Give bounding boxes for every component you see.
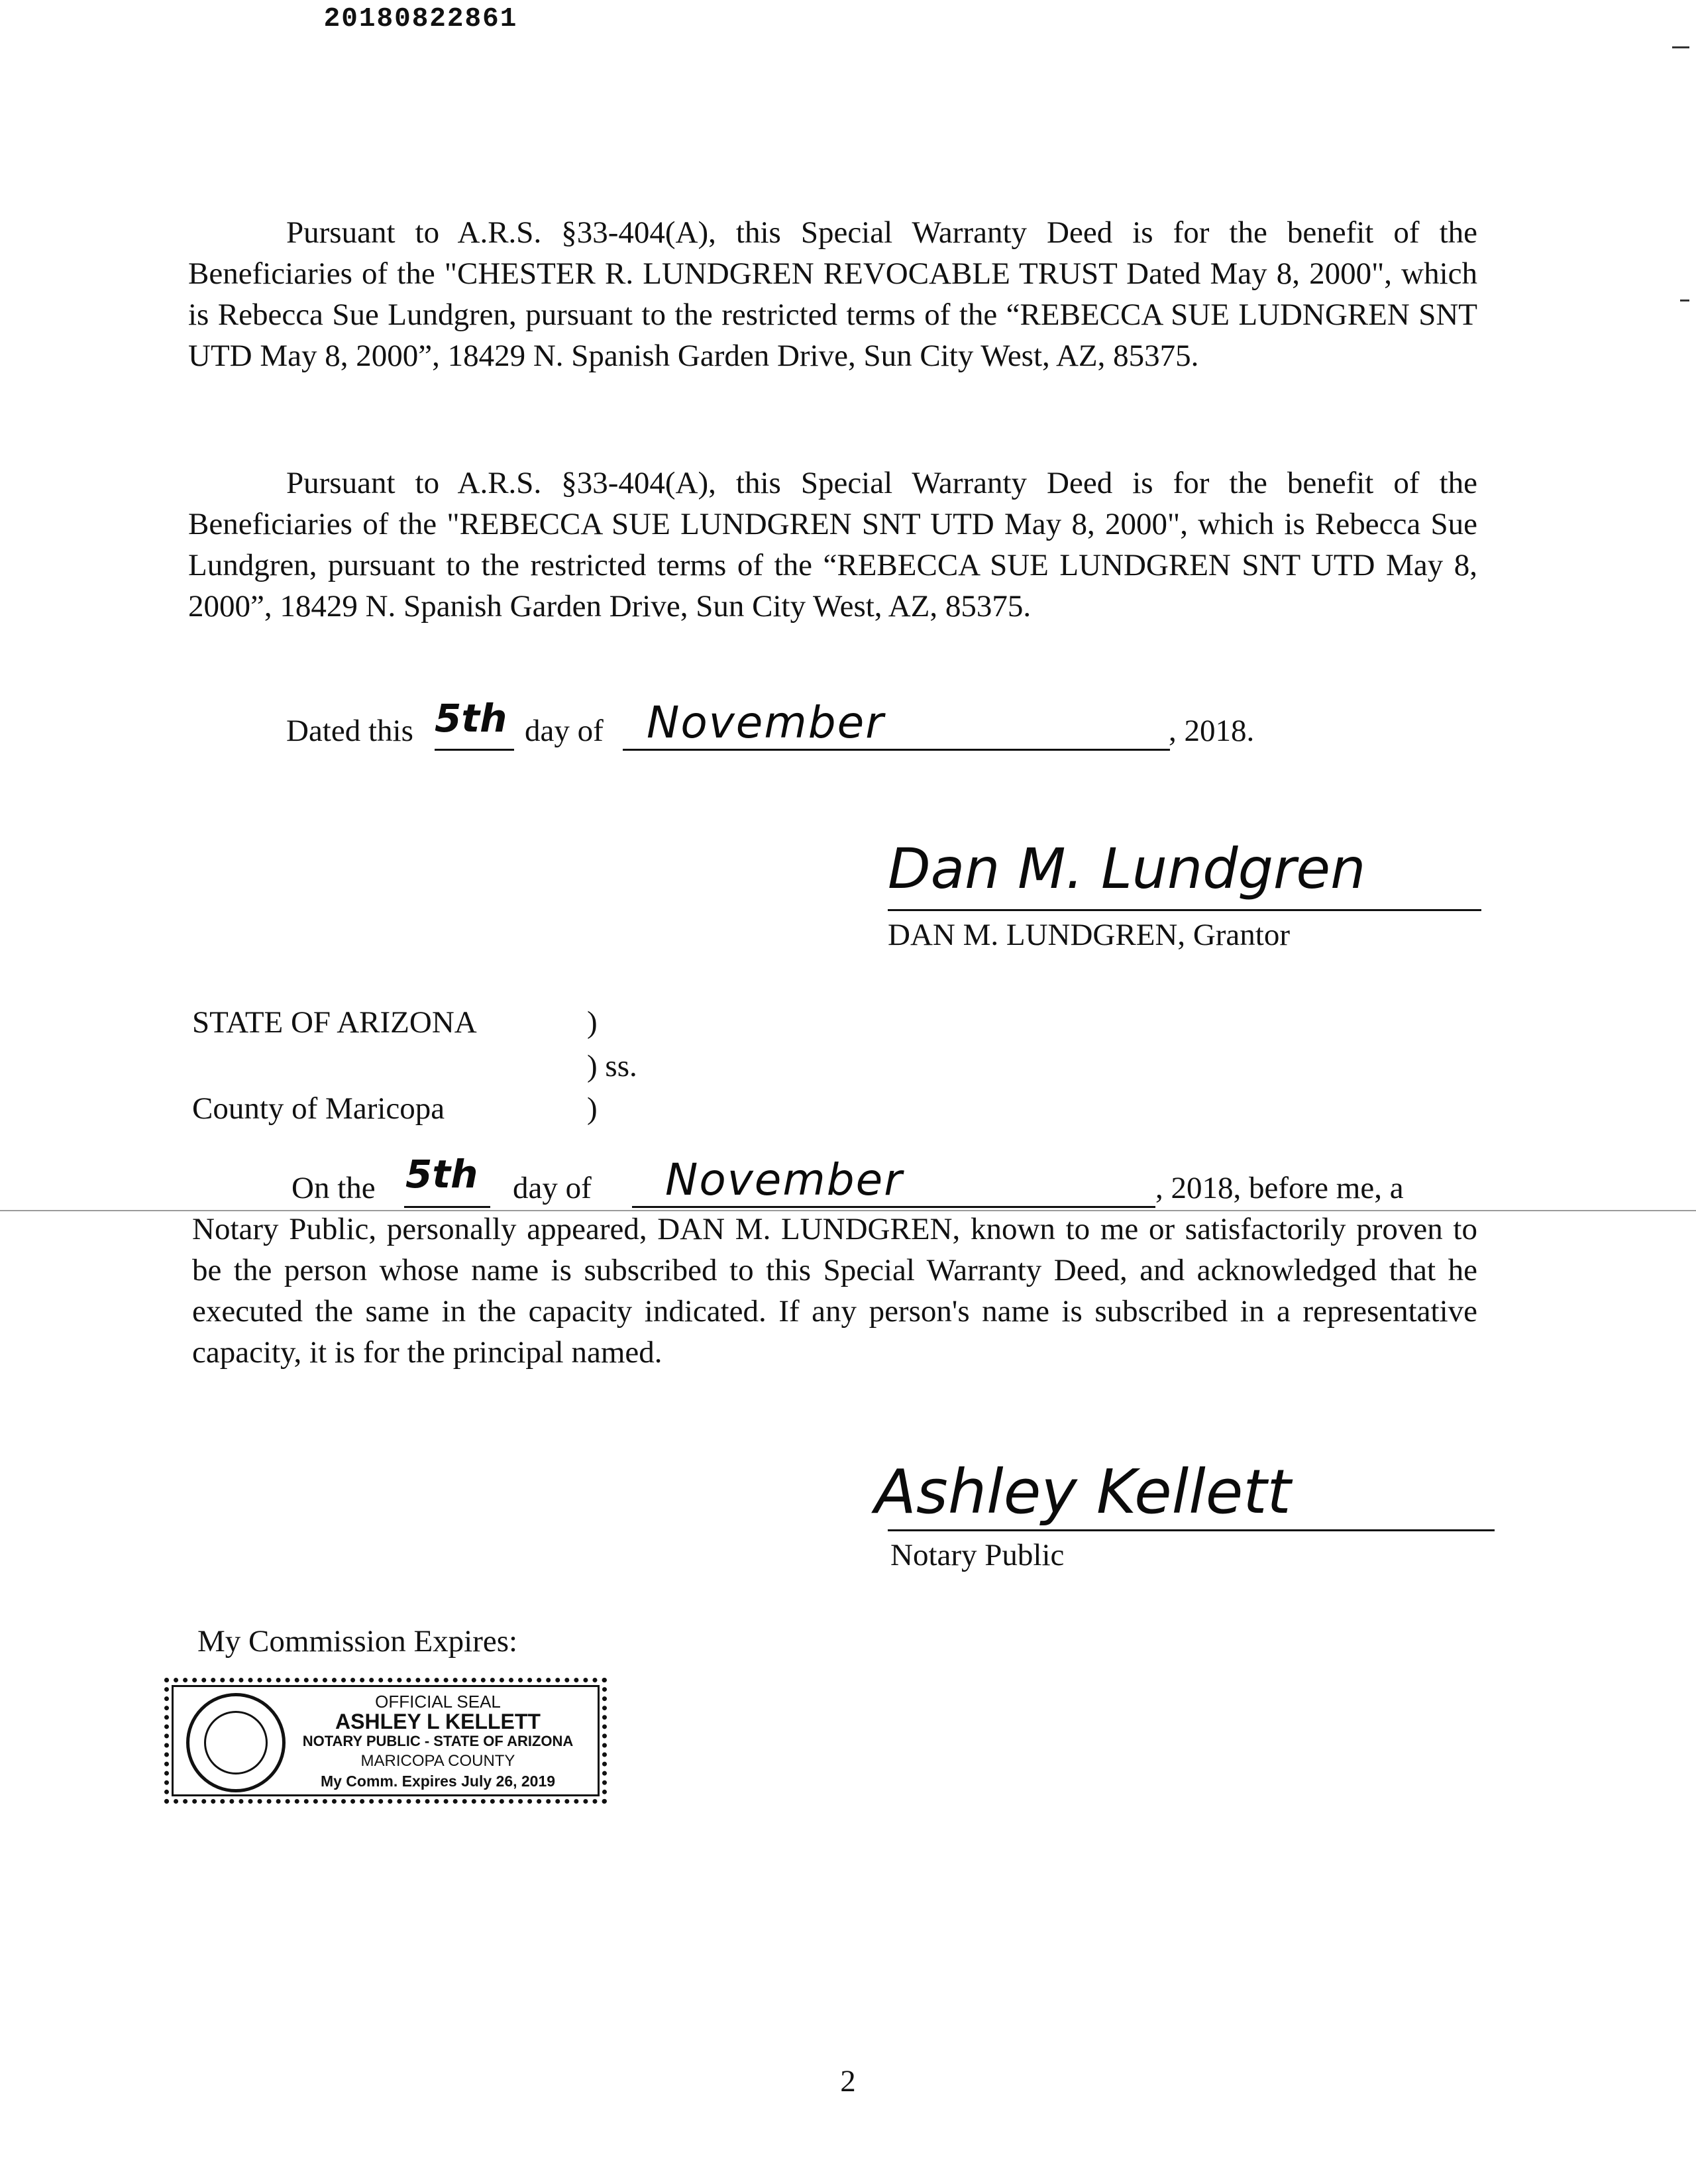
dated-month-handwritten: November	[647, 697, 885, 748]
grantor-caption: DAN M. LUNDGREN, Grantor	[888, 918, 1291, 952]
recording-number: 20180822861	[323, 4, 518, 34]
venue-ss: ) ss.	[587, 1049, 637, 1083]
seal-line-county: MARICOPA COUNTY	[360, 1752, 515, 1770]
seal-text-block	[299, 1692, 577, 1791]
dated-day-handwritten: 5th	[435, 696, 507, 741]
page-number: 2	[840, 2064, 856, 2099]
great-seal-of-arizona-icon	[186, 1693, 286, 1792]
seal-line-expires: My Comm. Expires July 26, 2019	[320, 1773, 556, 1790]
beneficiary-paragraph-1: Pursuant to A.R.S. §33-404(A), this Special Warranty Deed is for the benefit of the Beneficiaries of the "CHESTER R. LUNDGREN REVOCABLE TRUST Dated May 8, 2000", which is Rebecca Sue Lundgren, pursuant to the restricted terms of the “REBECCA SUE LUDNGREN SNT UTD May 8, 2000”, 18429 N. Spanish Garden Drive, Sun City West, AZ, 85375.	[188, 215, 1477, 373]
ack-line1-suffix: , 2018, before me, a	[1155, 1171, 1404, 1205]
dated-middle: day of	[525, 714, 604, 748]
notary-caption: Notary Public	[890, 1538, 1065, 1572]
seal-line-title: NOTARY PUBLIC - STATE OF ARIZONA	[302, 1733, 574, 1749]
beneficiary-paragraph-2: Pursuant to A.R.S. §33-404(A), this Special Warranty Deed is for the benefit of the Beneficiaries of the "REBECCA SUE LUNDGREN SNT UTD May 8, 2000", which is Rebecca Sue Lundgren, pursuant to the restricted terms of the “REBECCA SUE LUNDGREN SNT UTD May 8, 2000”, 18429 N. Spanish Garden Drive, Sun City West, AZ, 85375.	[188, 466, 1477, 624]
venue-state: STATE OF ARIZONA	[192, 1005, 477, 1040]
venue-county: County of Maricopa	[192, 1091, 445, 1126]
official-seal-stamp	[164, 1678, 607, 1804]
venue-paren-top: )	[587, 1005, 598, 1040]
commission-label: My Commission Expires:	[197, 1624, 518, 1659]
grantor-signature: Dan M. Lundgren	[888, 836, 1366, 901]
notary-signature: Ashley Kellett	[874, 1456, 1291, 1527]
ack-prefix: On the	[292, 1171, 376, 1205]
seal-line-official: OFFICIAL SEAL	[375, 1692, 501, 1712]
acknowledgment-body: Notary Public, personally appeared, DAN M. LUNDGREN, known to me or satisfactorily proven to be the person whose name is subscribed to this Special Warranty Deed, and acknowledged that he executed the same in the capacity indicated. If any person's name is subscribed in a representative capacity, it is for the principal named.	[192, 1212, 1477, 1370]
dated-prefix: Dated this	[286, 714, 413, 748]
ack-middle: day of	[513, 1171, 592, 1205]
ack-month-handwritten: November	[665, 1154, 904, 1205]
scan-edge-mark	[1680, 300, 1689, 301]
seal-line-name: ASHLEY L KELLETT	[335, 1710, 541, 1733]
grantor-signature-line	[888, 909, 1481, 911]
dated-suffix: , 2018.	[1169, 714, 1255, 748]
venue-paren-bottom: )	[587, 1091, 598, 1126]
ack-day-handwritten: 5th	[405, 1152, 478, 1197]
scan-edge-mark	[1672, 46, 1689, 48]
notary-signature-line	[888, 1529, 1495, 1531]
